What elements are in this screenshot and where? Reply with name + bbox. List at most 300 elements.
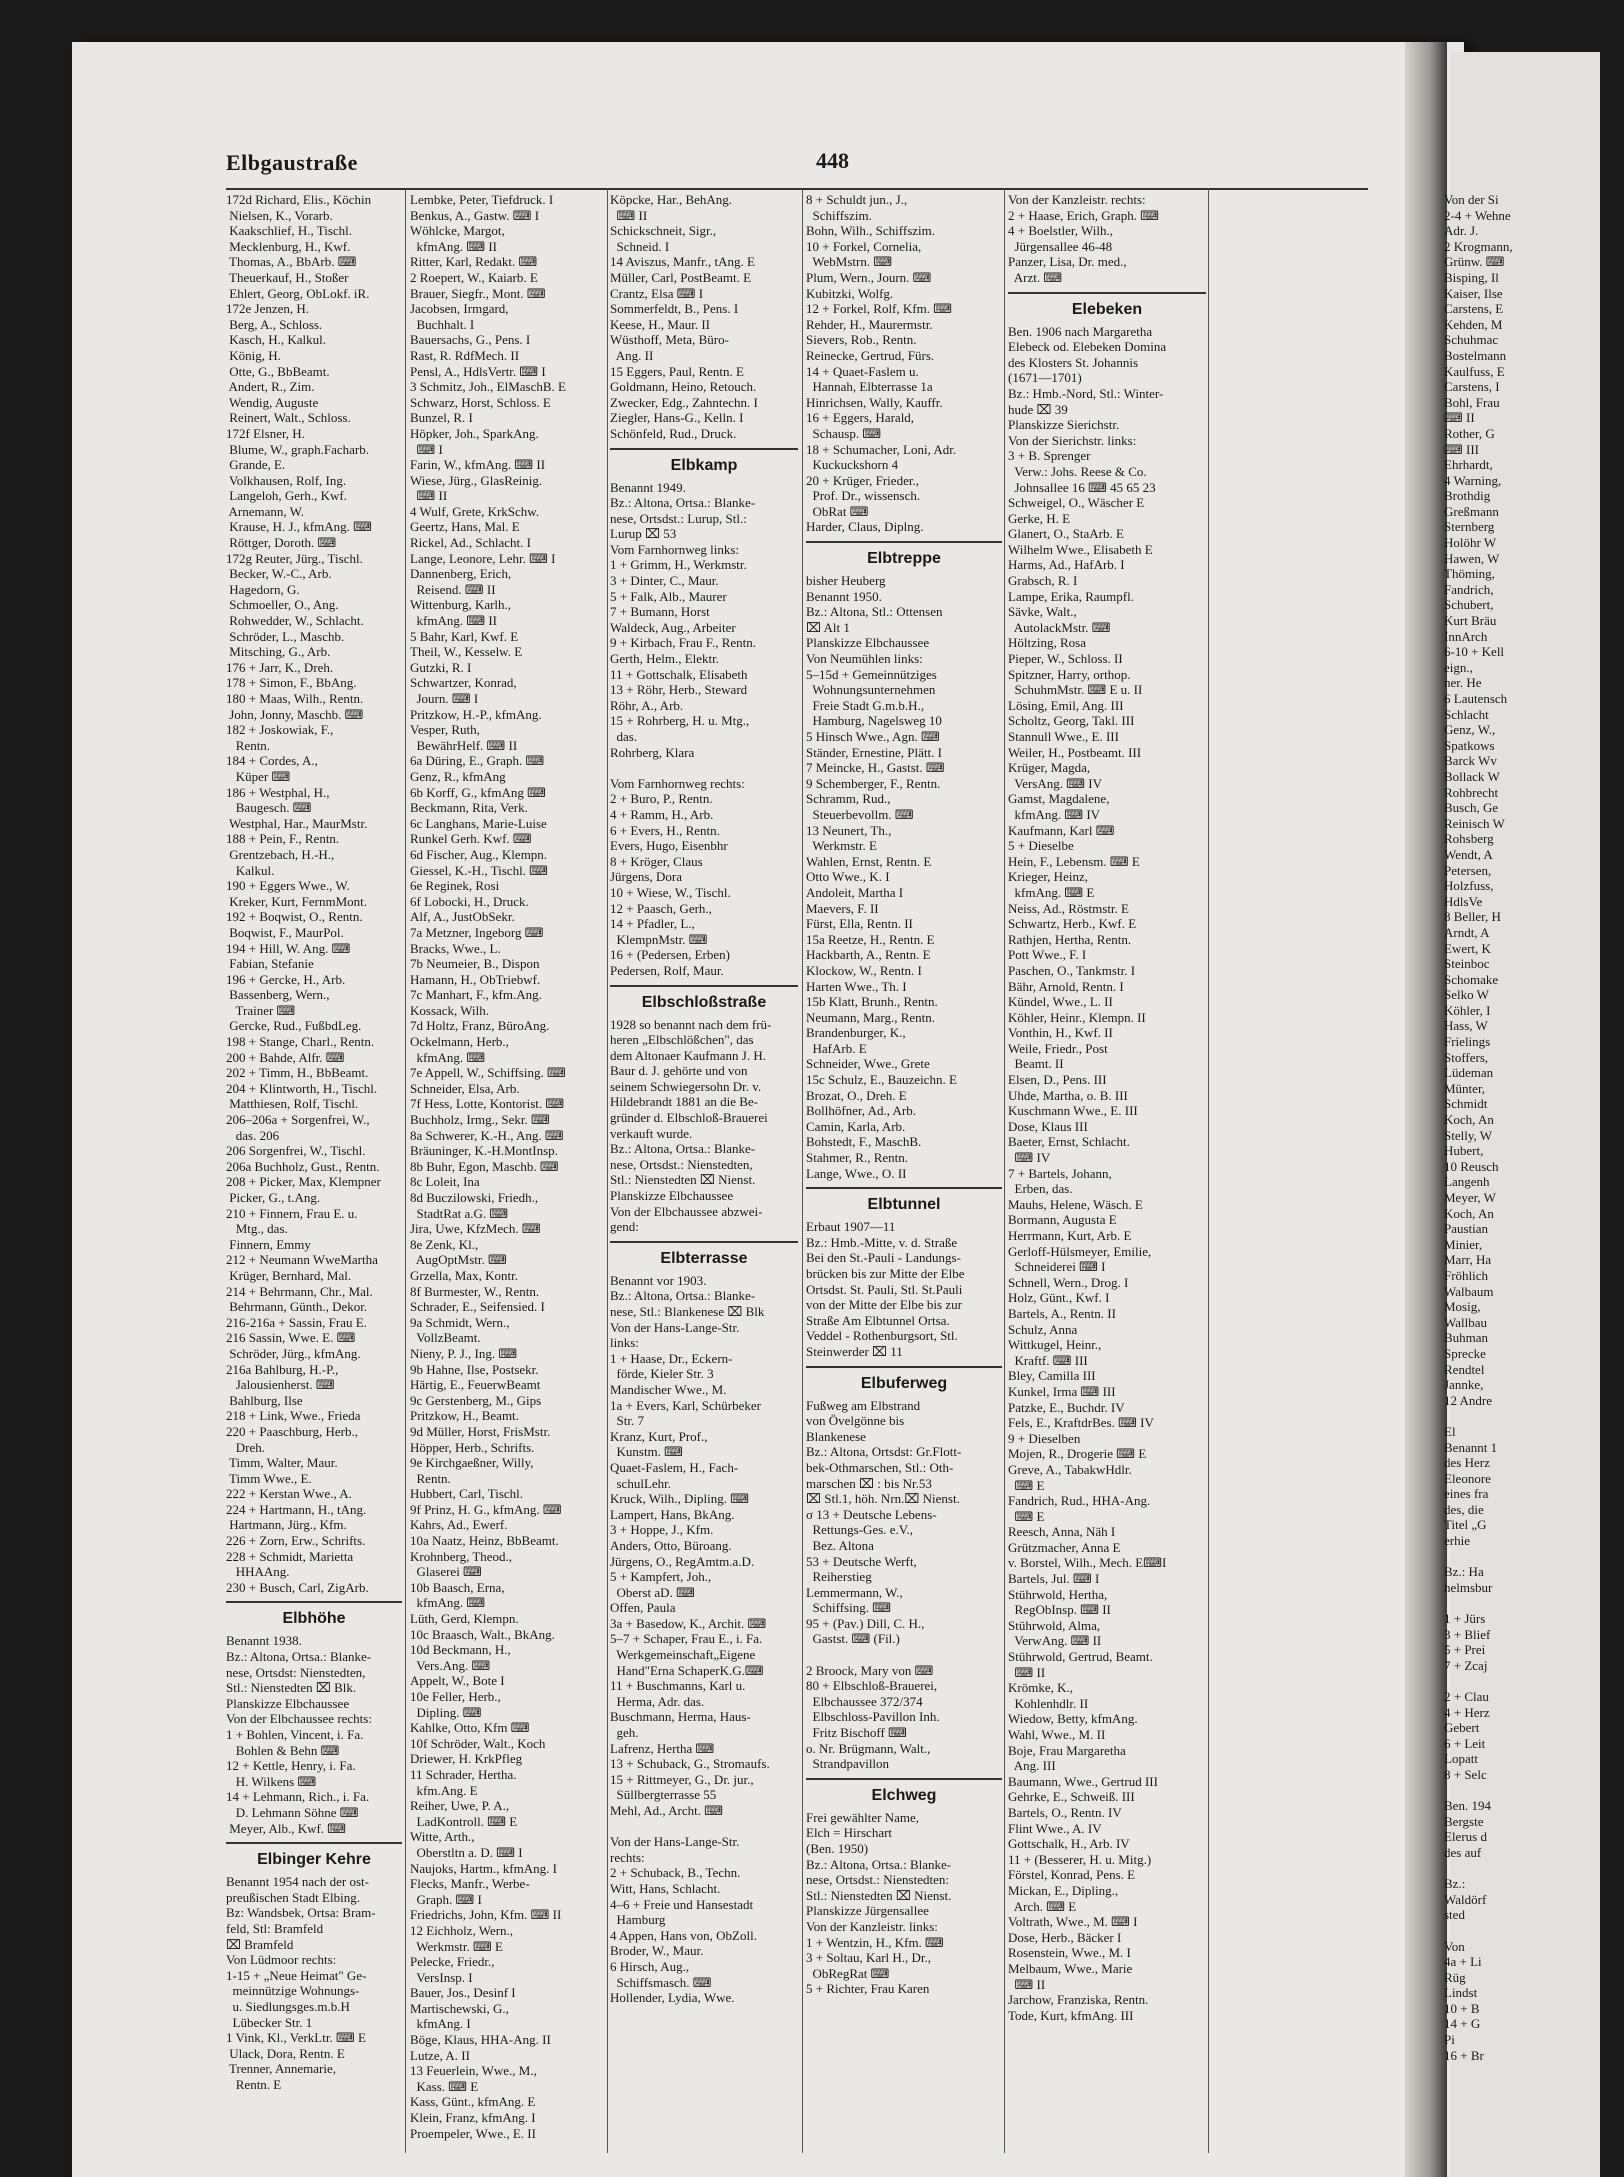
entry-line: 172d Richard, Elis., Köchin	[226, 192, 372, 207]
entry-line: Meyer, W	[1444, 1190, 1496, 1205]
entry-line	[1444, 1861, 1624, 1877]
entry-line: Elbchaussee 372/374	[806, 1693, 923, 1709]
entry-line: Picker, G., t.Ang.	[226, 1190, 321, 1205]
entry-line: D. Lehmann Söhne ⌨	[226, 1804, 359, 1820]
entry-line: Otte, G., BbBeamt.	[226, 363, 330, 379]
entry-line: seinem Schwiegersohn Dr. v.	[610, 1078, 762, 1094]
entry-line: Kuckuckshorn 4	[806, 457, 899, 473]
entry-line: Busch, Ge	[1444, 800, 1499, 816]
entry-line: 210 + Finnern, Frau E. u.	[226, 1205, 358, 1221]
entry-line: Förstel, Konrad, Pens. E	[1008, 1867, 1136, 1883]
entry-line: Wahl, Wwe., M. II	[1008, 1727, 1106, 1742]
entry-line: Schönfeld, Rud., Druck.	[610, 425, 737, 441]
entry-line: Witte, Arth.,	[410, 1829, 475, 1845]
entry-line: Schickschneit, Sigr.,	[610, 223, 717, 239]
entry-line: Maevers, F. II	[806, 900, 879, 916]
entry-line: Rentn.	[226, 737, 271, 753]
entry-line	[610, 1819, 798, 1835]
entry-line: Runkel Gerh. Kwf. ⌨	[410, 831, 532, 847]
entry-line: Lindst	[1444, 1985, 1478, 2001]
entry-line: Lange, Leonore, Lehr. ⌨ I	[410, 550, 556, 566]
entry-line: Benannt vor 1903.	[610, 1272, 707, 1288]
entry-line: Matthiesen, Rolf, Tischl.	[226, 1096, 359, 1112]
entry-line: 12 + Paasch, Gerh.,	[610, 900, 712, 916]
entry-line: 8f Burmester, W., Rentn.	[410, 1283, 540, 1299]
street-heading: Elbgaustraße	[226, 150, 358, 175]
entry-line: Langeloh, Gerh., Kwf.	[226, 488, 347, 504]
entry-line: Kraftf. ⌨ III	[1008, 1352, 1088, 1368]
column-5	[1008, 192, 1206, 2152]
entry-line: Gutzki, R. I	[410, 659, 472, 675]
entry-line: Harms, Ad., HafArb. I	[1008, 557, 1125, 573]
entry-line: nese, Ortsdst.: Nienstedten:	[806, 1872, 949, 1888]
entry-line: Höpper, Herb., Schrifts.	[410, 1439, 535, 1455]
entry-line: Bauer, Jos., Desinf I	[410, 1985, 516, 2001]
entry-line: Scholtz, Georg, Takl. III	[1008, 713, 1135, 729]
entry-line: 5 + Prei	[1444, 1642, 1486, 1658]
entry-line: Benannt 1	[1444, 1439, 1498, 1455]
entry-line: Bollack W	[1444, 768, 1500, 784]
entry-line	[1444, 1923, 1624, 1939]
entry-line: 12 + Kettle, Henry, i. Fa.	[226, 1758, 356, 1774]
entry-line: 180 + Maas, Wilh., Rentn.	[226, 691, 364, 706]
entry-line: 80 + Elbschloß-Brauerei,	[806, 1678, 938, 1694]
entry-line: 3 + B. Sprenger	[1008, 448, 1091, 464]
entry-line: Stelly, W	[1444, 1127, 1493, 1143]
entry-line: Journ. ⌨ I	[410, 691, 479, 706]
next-page-edge	[1444, 52, 1600, 2177]
entry-line: Schröder, L., Maschb.	[226, 628, 345, 644]
entry-line: Lübecker Str. 1	[226, 2014, 313, 2030]
entry-line: Kass, Günt., kfmAng. E	[410, 2094, 536, 2110]
entry-line: 2-4 + Wehne	[1444, 207, 1511, 223]
entry-line: AugOptMstr. ⌨	[410, 1252, 507, 1268]
entry-line: Graph. ⌨ I	[410, 1891, 482, 1907]
entry-line: Krömke, K.,	[1008, 1680, 1073, 1696]
entry-line: Nielsen, K., Vorarb.	[226, 207, 333, 223]
entry-line: Schwarz, Horst, Schloss. E	[410, 394, 551, 410]
entry-line: Köhler, Heinr., Klempn. II	[1008, 1009, 1146, 1025]
entry-line: Berg, A., Schloss.	[226, 316, 323, 332]
entry-line: Wallbau	[1444, 1314, 1487, 1330]
entry-line: eines fra	[1444, 1486, 1489, 1502]
entry-line: 7f Hess, Lotte, Kontorist. ⌨	[410, 1096, 565, 1112]
entry-line: Bz.: Hmb.-Nord, Stl.: Winter-	[1008, 385, 1164, 401]
entry-line: Waldörf	[1444, 1891, 1487, 1907]
entry-line: 10a Naatz, Heinz, BbBeamt.	[410, 1533, 559, 1549]
entry-line: Benannt 1949.	[610, 479, 686, 495]
entry-line: Bohn, Wilh., Schiffszim.	[806, 223, 935, 239]
entry-line: Schubert,	[1444, 597, 1494, 613]
entry-line: Schuhmac	[1444, 332, 1499, 348]
entry-line: 4 Wulf, Grete, KrkSchw.	[410, 503, 540, 519]
entry-line: Hannah, Elbterrasse 1a	[806, 379, 933, 395]
entry-line: Herrmann, Kurt, Arb. E	[1008, 1228, 1132, 1243]
entry-line: Panzer, Lisa, Dr. med.,	[1008, 254, 1127, 270]
entry-line: kfmAng. ⌨ IV	[1008, 806, 1101, 822]
entry-line: Fandrich, Rud., HHA-Ang.	[1008, 1493, 1151, 1509]
entry-line: v. Borstel, Wilh., Mech. E⌨I	[1008, 1555, 1167, 1571]
entry-line: 196 + Gercke, H., Arb.	[226, 971, 346, 987]
entry-line: Rüg	[1444, 1969, 1466, 1985]
entry-line: Rohbrecht	[1444, 784, 1499, 800]
entry-line: 172f Elsner, H.	[226, 425, 305, 441]
entry-line	[1444, 1783, 1624, 1799]
entry-line: Wendt, A	[1444, 846, 1493, 862]
entry-line: Offen, Paula	[610, 1600, 676, 1616]
entry-line: Wiedow, Betty, kfmAng.	[1008, 1711, 1138, 1727]
entry-line: ⌨ E	[1008, 1477, 1045, 1493]
entry-line: Rettungs-Ges. e.V.,	[806, 1522, 914, 1538]
entry-line: 204 + Klintworth, H., Tischl.	[226, 1080, 378, 1096]
entry-line: Spitzner, Harry, orthop.	[1008, 666, 1131, 682]
entry-line: 2 Krogmann,	[1444, 238, 1513, 254]
entry-line: Pott Wwe., F. I	[1008, 947, 1087, 963]
entry-line: Bracks, Wwe., L.	[410, 940, 501, 956]
entry-line: Jira, Uwe, KfzMech. ⌨	[410, 1221, 541, 1237]
entry-line: Höpker, Joh., SparkAng.	[410, 425, 539, 441]
entry-line: Erben, das.	[1008, 1181, 1073, 1197]
entry-line: 8a Schwerer, K.-H., Ang. ⌨	[410, 1127, 564, 1143]
entry-line: von Övelgönne bis	[806, 1413, 905, 1429]
entry-line: 16 + Br	[1444, 2047, 1484, 2063]
entry-line: Mojen, R., Drogerie ⌨ E	[1008, 1446, 1147, 1462]
entry-line: Schmidt	[1444, 1096, 1488, 1112]
entry-line: Johnsallee 16 ⌨ 45 65 23	[1008, 479, 1156, 495]
entry-line: preußischen Stadt Elbing.	[226, 1889, 360, 1905]
entry-line: 14 + Quaet-Faslem u.	[806, 363, 919, 379]
entry-line: Buschmann, Herma, Haus-	[610, 1709, 751, 1725]
entry-line: Zwecker, Edg., Zahntechn. I	[610, 394, 758, 410]
entry-line: LadKontroll. ⌨ E	[410, 1813, 518, 1829]
entry-line: hude ⌧ 39	[1008, 401, 1068, 417]
entry-line: Andert, R., Zim.	[226, 379, 315, 395]
entry-line: Brauer, Siegfr., Mont. ⌨	[410, 285, 546, 301]
entry-line: Schiffsmasch. ⌨	[610, 1974, 712, 1990]
entry-line: Greve, A., TabakwHdlr.	[1008, 1461, 1132, 1477]
entry-line: Carstens, I	[1444, 379, 1500, 395]
entry-line: 7 + Bartels, Johann,	[1008, 1165, 1112, 1181]
entry-line: Benannt 1950.	[806, 588, 882, 604]
entry-line: Hand"Erna SchaperK.G.⌨	[610, 1662, 764, 1678]
entry-line: 11 + (Besserer, H. u. Mitg.)	[1008, 1851, 1152, 1867]
entry-line: VollzBeamt.	[410, 1330, 481, 1346]
entry-line: des, die	[1444, 1501, 1484, 1517]
entry-line: 6 + Evers, H., Rentn.	[610, 822, 720, 838]
entry-line: HafArb. E	[806, 1040, 867, 1056]
entry-line: Pi	[1444, 2032, 1455, 2048]
entry-line: Lampe, Erika, Raumpfl.	[1008, 588, 1134, 604]
entry-line: ObRegRat ⌨	[806, 1965, 890, 1981]
entry-line: Schnell, Wern., Drog. I	[1008, 1274, 1129, 1290]
entry-line: 5 + Richter, Frau Karen	[806, 1981, 930, 1997]
entry-line: Schlacht	[1444, 706, 1489, 722]
entry-line: Von der Elbchaussee rechts:	[226, 1711, 372, 1727]
entry-line: Pritzkow, H.-P., kfmAng.	[410, 706, 542, 722]
entry-line: des Herz	[1444, 1455, 1490, 1471]
entry-line: 8e Zenk, Kl.,	[410, 1236, 479, 1252]
entry-line: ⌨ II	[410, 488, 448, 504]
entry-line: 8b Buhr, Egon, Maschb. ⌨	[410, 1158, 559, 1174]
entry-line: 5 Hinsch Wwe., Agn. ⌨	[806, 729, 940, 744]
entry-line: Schröder, Jürg., kfmAng.	[226, 1345, 361, 1361]
column-2	[410, 192, 604, 2152]
entry-line: Elerus d	[1444, 1829, 1487, 1845]
entry-line: Bley, Camilla III	[1008, 1368, 1096, 1384]
entry-line: Grützmacher, Anna E	[1008, 1539, 1121, 1555]
entry-line: 2 Roepert, W., Kaiarb. E	[410, 269, 538, 285]
entry-line: Elebeck od. Elebeken Domina	[1008, 339, 1167, 355]
entry-line: des Klosters St. Johannis	[1008, 354, 1138, 370]
entry-line: Kranz, Kurt, Prof.,	[610, 1428, 708, 1444]
entry-line: Kubitzki, Wolfg.	[806, 285, 894, 301]
entry-line: 212 + Neumann WweMartha	[226, 1252, 378, 1268]
entry-line: Prof. Dr., wissensch.	[806, 488, 921, 504]
entry-line: nese, Ortsdst: Nienstedten,	[226, 1664, 366, 1680]
entry-line: Flint Wwe., A. IV	[1008, 1820, 1102, 1836]
entry-line: Bz.: Altona, Stl.: Ottensen	[806, 604, 943, 620]
entry-line: Lange, Wwe., O. II	[806, 1165, 907, 1181]
entry-line: 190 + Eggers Wwe., W.	[226, 878, 350, 894]
entry-line: 1 + Grimm, H., Werkmstr.	[610, 557, 747, 573]
entry-line: Bartels, O., Rentn. IV	[1008, 1804, 1122, 1820]
entry-line: Rother, G	[1444, 425, 1495, 441]
entry-line: Stahmer, R., Rentn.	[806, 1150, 909, 1166]
entry-line: Trenner, Annemarie,	[226, 2061, 336, 2077]
entry-line: HHAAng.	[226, 1564, 290, 1580]
entry-line: Frei gewählter Name,	[806, 1809, 919, 1825]
entry-line: von der Mitte der Elbe bis zur	[806, 1297, 962, 1313]
entry-line: Giessel, K.-H., Tischl. ⌨	[410, 862, 548, 878]
entry-line: 226 + Zorn, Erw., Schrifts.	[226, 1533, 366, 1549]
page-header	[226, 148, 1368, 190]
entry-line: ⌨ II	[1008, 1664, 1046, 1680]
entry-line: InnArch	[1444, 628, 1488, 644]
entry-line: Naujoks, Hartm., kfmAng. I	[410, 1860, 557, 1876]
entry-line: Schrader, E., Seifensied. I	[410, 1299, 545, 1315]
entry-line: Von Neumühlen links:	[806, 651, 923, 667]
entry-line: 6 + Leit	[1444, 1735, 1486, 1751]
entry-line: bek-Othmarschen, Stl.: Oth-	[806, 1459, 954, 1475]
entry-line: 95 + (Pav.) Dill, C. H.,	[806, 1615, 925, 1631]
entry-line: 7 + Zcaj	[1444, 1657, 1488, 1673]
entry-line: 206a Buchholz, Gust., Rentn.	[226, 1158, 380, 1174]
entry-line: Kaakschlief, H., Tischl.	[226, 223, 353, 239]
entry-line: o. Nr. Brügmann, Walt.,	[806, 1740, 931, 1756]
entry-line: 16 + Eggers, Harald,	[806, 410, 915, 426]
entry-line: 176 + Jarr, K., Dreh.	[226, 659, 334, 675]
street-title: Elbuferweg	[806, 1366, 1002, 1396]
entry-line: 1 Vink, Kl., VerkLtr. ⌨ E	[226, 2030, 366, 2046]
entry-line: 3 + Dinter, C., Maur.	[610, 573, 719, 589]
entry-line: Reisend. ⌨ II	[410, 581, 496, 597]
entry-line: Ewert, K	[1444, 940, 1491, 956]
entry-line: Klockow, W., Rentn. I	[806, 962, 922, 978]
street-title: Elbtunnel	[806, 1187, 1002, 1217]
entry-line: 10b Baasch, Erna,	[410, 1579, 505, 1595]
entry-line: Bz.:	[1444, 1876, 1466, 1892]
entry-line: 3a + Basedow, K., Archit. ⌨	[610, 1615, 767, 1631]
entry-line: Hubbert, Carl, Tischl.	[410, 1486, 524, 1502]
entry-line: Glaserei ⌨	[410, 1564, 482, 1580]
entry-line: Schneid. I	[610, 238, 670, 254]
entry-line: Boqwist, F., MaurPol.	[226, 924, 344, 940]
entry-line: Kunstm. ⌨	[610, 1444, 683, 1460]
column-divider	[1004, 188, 1005, 2153]
entry-line: Trainer ⌨	[226, 1002, 296, 1018]
entry-line: Dreh.	[226, 1439, 265, 1455]
entry-line: Sävke, Walt.,	[1008, 604, 1077, 620]
entry-line: Von der Hans-Lange-Str.	[610, 1319, 740, 1335]
entry-line: VersAng. ⌨ IV	[1008, 775, 1102, 791]
entry-line: Blankenese	[806, 1428, 866, 1444]
entry-line: Hollender, Lydia, Wwe.	[610, 1990, 735, 2006]
entry-line: 9c Gerstenberg, M., Gips	[410, 1392, 542, 1408]
entry-line: Küper ⌨	[226, 768, 291, 784]
entry-line: meinnützige Wohnungs-	[226, 1983, 360, 1999]
entry-line: Ehrhardt,	[1444, 457, 1493, 473]
entry-line: Hamburg	[610, 1912, 666, 1928]
entry-line: Stl.: Nienstedten ⌧ Nienst.	[806, 1887, 952, 1903]
entry-line: 2 + Clau	[1444, 1689, 1489, 1704]
entry-line	[610, 760, 798, 776]
entry-line: 9a Schmidt, Wern.,	[410, 1314, 510, 1330]
entry-line: 15a Reetze, H., Rentn. E	[806, 931, 935, 947]
entry-line: Röhr, A., Arb.	[610, 697, 684, 713]
entry-line: Kohlenhdlr. II	[1008, 1695, 1089, 1711]
entry-line: 2 + Haase, Erich, Graph. ⌨	[1008, 207, 1159, 223]
entry-line: Böge, Klaus, HHA-Ang. II	[410, 2032, 551, 2048]
entry-line: 13 + Schuback, G., Stromaufs.	[610, 1756, 770, 1772]
entry-line: Fels, E., KraftdrBes. ⌨ IV	[1008, 1415, 1154, 1431]
entry-line: Sommerfeldt, B., Pens. I	[610, 301, 739, 317]
entry-line: Jarchow, Franziska, Rentn.	[1008, 1992, 1149, 2008]
column-divider	[607, 188, 608, 2153]
entry-line: Evers, Hugo, Eisenbhr	[610, 838, 728, 854]
entry-line: Wüsthoff, Meta, Büro-	[610, 332, 729, 348]
entry-line: Fandrich,	[1444, 581, 1494, 597]
entry-line: Bisping, Il	[1444, 269, 1499, 285]
entry-line: Vers.Ang. ⌨	[410, 1657, 491, 1673]
entry-line: Greßmann	[1444, 503, 1499, 519]
entry-line: Krüger, Bernhard, Mal.	[226, 1267, 352, 1283]
column-divider	[1208, 188, 1209, 2153]
entry-line: Veddel - Rothenburgsort, Stl.	[806, 1328, 958, 1344]
entry-line: Bz: Wandsbek, Ortsa: Bram-	[226, 1905, 376, 1921]
entry-line: Jürgens, Dora	[610, 869, 682, 885]
entry-line: Witt, Hans, Schlacht.	[610, 1880, 721, 1896]
entry-line: Wohnungsunternehmen	[806, 682, 936, 698]
entry-line: Jacobsen, Irmgard,	[410, 301, 509, 317]
entry-line: 8 + Kröger, Claus	[610, 853, 703, 869]
entry-line: Behrmann, Günth., Dekor.	[226, 1299, 368, 1315]
entry-line: Verw.: Johs. Reese & Co.	[1008, 463, 1147, 479]
book-spine	[1405, 42, 1447, 2177]
entry-line: 6e Reginek, Rosi	[410, 878, 500, 894]
entry-line: KlempnMstr. ⌨	[610, 931, 708, 947]
entry-line: Süllbergterrasse 55	[610, 1787, 717, 1803]
entry-line: Lurup ⌧ 53	[610, 526, 677, 542]
entry-line: Appelt, W., Bote I	[410, 1673, 505, 1689]
entry-line: Rosenstein, Wwe., M. I	[1008, 1945, 1131, 1961]
entry-line: Hubert,	[1444, 1143, 1484, 1159]
entry-line: Fröhlich	[1444, 1267, 1489, 1283]
entry-line: 12 Andre	[1444, 1392, 1493, 1408]
entry-line: 14 + Pfadler, L.,	[610, 916, 695, 932]
entry-line: Weile, Friedr., Post	[1008, 1040, 1108, 1056]
entry-line: 216-216a + Sassin, Frau E.	[226, 1314, 367, 1330]
entry-line: Ang. III	[1008, 1758, 1056, 1774]
entry-line: 192 + Boqwist, O., Rentn.	[226, 909, 363, 925]
entry-line: Steinboc	[1444, 956, 1490, 972]
entry-line: Schulz, Anna	[1008, 1321, 1078, 1337]
entry-line: Bz.: Altona, Ortsdst: Gr.Flott-	[806, 1444, 962, 1460]
entry-line: Gercke, Rud., FußbdLeg.	[226, 1018, 362, 1034]
entry-line: 9 + Dieselben	[1008, 1430, 1081, 1446]
entry-line: Planskizze Elbchaussee	[610, 1188, 734, 1204]
entry-line: des auf	[1444, 1844, 1482, 1860]
entry-line: Steinwerder ⌧ 11	[806, 1343, 903, 1359]
entry-line: Von	[1444, 1938, 1465, 1954]
entry-line: Thöming,	[1444, 566, 1495, 582]
street-title: Elbschloßstraße	[610, 985, 798, 1015]
entry-line: 3 + Soltau, Karl H., Dr.,	[806, 1950, 932, 1966]
entry-line: Bz.: Hmb.-Mitte, v. d. Straße	[806, 1234, 958, 1250]
entry-line: Elbschloss-Pavillon Inh.	[806, 1709, 940, 1725]
entry-line: 5 + Dieselbe	[1008, 838, 1074, 854]
entry-line: 13 + Röhr, Herb., Steward	[610, 682, 748, 698]
entry-line: 1 + Jürs	[1444, 1611, 1486, 1627]
entry-line: 6d Fischer, Aug., Klempn.	[410, 846, 548, 862]
entry-line: 15b Klatt, Brunh., Rentn.	[806, 994, 938, 1010]
street-title: Elbterrasse	[610, 1241, 798, 1271]
entry-line: Barck Wv	[1444, 753, 1497, 769]
entry-line: Uhde, Martha, o. B. III	[1008, 1087, 1128, 1103]
entry-line: ⌨ II	[1444, 410, 1475, 426]
entry-line: 10 + Wiese, W., Tischl.	[610, 884, 731, 900]
entry-line: 172g Reuter, Jürg., Tischl.	[226, 550, 363, 566]
entry-line: ⌨ I	[410, 441, 443, 457]
entry-line: Bostelmann	[1444, 347, 1507, 363]
entry-line: Kreker, Kurt, FernmMont.	[226, 893, 368, 909]
entry-line: 182 + Joskowiak, F.,	[226, 722, 334, 738]
entry-line: Kaiser, Ilse	[1444, 285, 1503, 301]
entry-line: Härtig, E., FeuerwBeamt	[410, 1377, 541, 1393]
entry-line: Walbaum	[1444, 1283, 1494, 1299]
entry-line: Bunzel, R. I	[410, 410, 473, 426]
entry-line: Von Lüdmoor rechts:	[226, 1952, 337, 1968]
entry-line: nese, Ortsdst.: Lurup, Stl.:	[610, 510, 747, 526]
entry-line: Hackbarth, A., Rentn. E	[806, 947, 931, 963]
entry-line: 6 Hirsch, Aug.,	[610, 1958, 690, 1974]
entry-line: Rohwedder, W., Schlacht.	[226, 613, 364, 629]
entry-line: marschen ⌧ : bis Nr.53	[806, 1475, 932, 1491]
entry-line: ⌨ E	[1008, 1508, 1045, 1524]
entry-line: 198 + Stange, Charl., Rentn.	[226, 1034, 375, 1050]
entry-line: Beamt. II	[1008, 1056, 1064, 1072]
entry-line: Petersen,	[1444, 862, 1492, 878]
entry-line: 4a + Li	[1444, 1954, 1482, 1970]
entry-line: Ziegler, Hans-G., Kelln. I	[610, 410, 744, 426]
entry-line: Koch, An	[1444, 1112, 1494, 1128]
entry-line: Neumann, Marg., Rentn.	[806, 1009, 936, 1025]
entry-line: Jürgensallee 46-48	[1008, 238, 1113, 254]
entry-line: 10 + B	[1444, 2000, 1480, 2016]
entry-line: Lösing, Emil, Ang. III	[1008, 697, 1124, 713]
entry-line: Weiler, H., Postbeamt. III	[1008, 744, 1142, 760]
entry-line: kfmAng. ⌨ II	[410, 613, 498, 629]
entry-line: Buchholz, Irmg., Sekr. ⌨	[410, 1112, 550, 1128]
